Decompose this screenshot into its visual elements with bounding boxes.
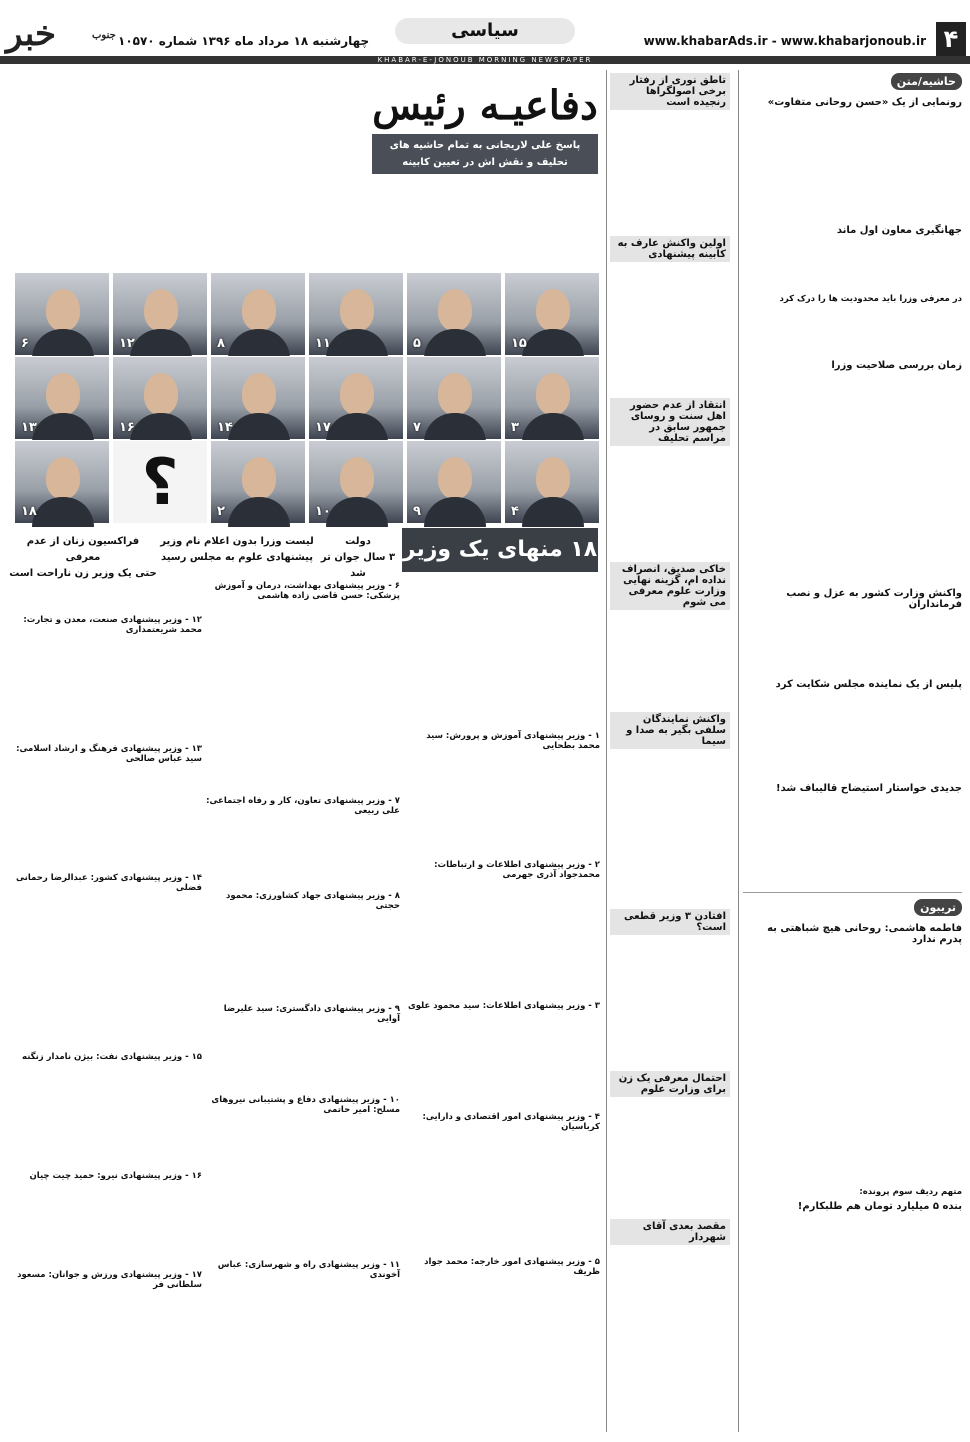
site-urls[interactable]: www.khabarAds.ir - www.khabarjonoub.ir [643, 34, 926, 48]
minister-subhead: ۷ - وزیر پیشنهادی تعاون، کار و رفاه اجتماعی: علی ربیعی [206, 796, 400, 816]
logo-sub: جنوب [92, 30, 116, 41]
body-text [206, 913, 400, 1001]
photo-number: ۱۳ [21, 420, 37, 435]
portrait-suit [326, 413, 388, 443]
body-text [8, 1292, 202, 1388]
article-title: جدیدی خواستار استیضاح قالیباف شد! [776, 783, 962, 794]
lead-headline: دفاعیـه رئیس [372, 82, 598, 129]
photo-caption-main: ۱۸ منهای یک وزیر [402, 528, 598, 572]
portrait-face [46, 289, 80, 331]
portrait-suit [326, 329, 388, 359]
caption-line: حتی یک وزیر زن ناراحت است [9, 568, 157, 579]
body-text [8, 578, 202, 612]
body-text [206, 1026, 400, 1092]
article-title: زمان بررسی صلاحیت وزرا [831, 360, 962, 371]
minister-photo [308, 440, 404, 524]
article-title: پلیس از یک نماینده مجلس شکایت کرد [775, 679, 962, 690]
portrait-face [46, 457, 80, 499]
photo-number: ۱۰ [315, 504, 331, 519]
photo-number: ۱۶ [119, 420, 135, 435]
minister-photo [406, 272, 502, 356]
dateline: چهارشنبه ۱۸ مرداد ماه ۱۳۹۶ شماره ۱۰۵۷۰ [118, 34, 370, 48]
article-body [743, 239, 962, 291]
minister-subhead: ۱۴ - وزیر پیشنهادی کشور: عبدالرضا رحمانی فضلی [16, 873, 202, 893]
body-text [406, 753, 600, 857]
newspaper-logo [6, 14, 116, 54]
body-text [406, 578, 600, 728]
portrait-suit [32, 413, 94, 443]
minister-subhead: ۳ - وزیر پیشنهادی اطلاعات: سید محمود علوی [407, 1001, 600, 1011]
portrait-face [340, 289, 374, 331]
body-column-1 [406, 578, 600, 1432]
right-column [738, 70, 962, 1432]
body-column-2 [206, 578, 400, 1432]
photo-number: ۱۸ [21, 504, 37, 519]
divider [743, 892, 962, 893]
missing-minister-tile [112, 440, 208, 524]
body-column-3 [8, 578, 202, 1432]
body-text [406, 882, 600, 998]
logo-text: خبر [6, 14, 57, 54]
portrait-suit [228, 497, 290, 527]
photo-number: ۱۷ [315, 420, 331, 435]
portrait-face [242, 457, 276, 499]
minister-subhead: ۱۰ - وزیر پیشنهادی دفاع و پشتیبانی نیروهای مسلح: امیر حاتمی [211, 1095, 400, 1115]
page-number: ۴ [936, 22, 966, 56]
news-body [610, 265, 730, 395]
caption-line: فراکسیون زنان از عدم معرفی [26, 536, 140, 563]
article-title: جهانگیری معاون اول ماند [836, 225, 962, 236]
photo-number: ۷ [413, 420, 421, 435]
news-body [610, 613, 730, 709]
photo-caption-a [316, 530, 400, 579]
portrait-suit [424, 497, 486, 527]
news-body [610, 1248, 730, 1348]
news-title: تاطق نوری از رفتار برخی اصولگراها رنجیده است [610, 73, 730, 110]
minister-subhead: ۶ - وزیر پیشنهادی بهداشت، درمان و آموزش پزشکی: حسن قاضی زاده هاشمی [214, 581, 400, 601]
portrait-suit [522, 329, 584, 359]
article-title: بنده ۵ میلیارد تومان هم طلبکارم! [797, 1201, 962, 1212]
minister-subhead: ۱۵ - وزیر پیشنهادی نفت: بیژن نامدار زنگنه [22, 1052, 202, 1062]
body-text [406, 1013, 600, 1109]
minister-photo [406, 356, 502, 440]
article-body [743, 613, 962, 675]
minister-subhead: ۱۱ - وزیر پیشنهادی راه و شهرسازی: عباس آخوندی [217, 1260, 400, 1280]
caption-line: لیست وزرا بدون اعلام نام وزیر [160, 536, 314, 547]
photo-number: ۸ [217, 336, 225, 351]
body-text [206, 1117, 400, 1257]
article-title: فاطمه هاشمی: روحانی هیچ شباهتی به پدرم ندارد [767, 923, 962, 945]
portrait-face [242, 373, 276, 415]
minister-photo [210, 356, 306, 440]
news-body [610, 113, 730, 233]
portrait-suit [228, 413, 290, 443]
minister-photo [406, 440, 502, 524]
portrait-face [438, 457, 472, 499]
portrait-suit [130, 329, 192, 359]
news-body [610, 1100, 730, 1216]
minister-subhead: ۱۶ - وزیر پیشنهادی نیرو: حمید چیت چیان [29, 1171, 202, 1181]
minister-photo [308, 356, 404, 440]
photo-number: ۲ [217, 504, 225, 519]
portrait-face [536, 373, 570, 415]
minister-photo [504, 356, 600, 440]
news-title: واکنش نمایندگان سلفی بگیر به صدا و سیما [610, 712, 730, 749]
portrait-face [144, 373, 178, 415]
portrait-face [340, 457, 374, 499]
portrait-face [46, 373, 80, 415]
body-text [406, 1134, 600, 1254]
portrait-face [340, 373, 374, 415]
minister-photo [14, 272, 110, 356]
portrait-suit [522, 497, 584, 527]
photo-number: ۱۲ [119, 336, 135, 351]
body-text [8, 895, 202, 1049]
article-body [743, 111, 962, 221]
article-kicker: متهم ردیف سوم پرونده: [859, 1187, 962, 1197]
portrait-face [144, 289, 178, 331]
minister-photo [112, 272, 208, 356]
lead-body [8, 70, 600, 270]
minister-photo [112, 356, 208, 440]
article-body [743, 797, 962, 889]
minister-subhead: ۵ - وزیر پیشنهادی امور خارجه: محمد جواد ظریف [424, 1257, 600, 1277]
article-body [743, 693, 962, 779]
margin-box-title: حاشیه/متن [891, 73, 962, 90]
portrait-suit [228, 329, 290, 359]
photo-number: ۴ [511, 504, 519, 519]
portrait-face [536, 457, 570, 499]
minister-photo [14, 356, 110, 440]
portrait-face [242, 289, 276, 331]
caption-line: دولت [345, 536, 371, 547]
portrait-suit [32, 329, 94, 359]
portrait-suit [326, 497, 388, 527]
minister-subhead: ۱ - وزیر پیشنهادی آموزش و پرورش: سید محمد بطحایی [426, 731, 600, 751]
body-text [8, 1064, 202, 1168]
body-text [206, 818, 400, 888]
caption-line: پیشنهادی علوم به مجلس رسید [160, 552, 314, 563]
article-body [743, 306, 962, 356]
news-body [610, 449, 730, 559]
article-body [743, 948, 962, 1184]
news-title: خاکی صدیق، انصراف نداده ام، گزینه نهایی وزارت علوم معرفی می شوم [610, 562, 730, 610]
news-title: مقصد بعدی آقای شهردار [610, 1219, 730, 1245]
minister-subhead: ۱۳ - وزیر پیشنهادی فرهنگ و ارشاد اسلامی: سید عباس صالحی [16, 744, 202, 764]
portrait-suit [130, 413, 192, 443]
photo-number: ۱۱ [315, 336, 331, 351]
photo-number: ۳ [511, 420, 519, 435]
masthead [0, 0, 970, 64]
article-subtitle: در معرفی وزرا باید محدودیت ها را درک کرد [779, 294, 962, 304]
portrait-suit [424, 329, 486, 359]
portrait-suit [32, 497, 94, 527]
minister-photo [308, 272, 404, 356]
section-title: سیاسی [395, 18, 575, 44]
body-text [8, 1183, 202, 1267]
minister-photo [210, 440, 306, 524]
masthead-ribbon: KHABAR-E-JONOUB MORNING NEWSPAPER [0, 56, 970, 64]
photo-number: ۱۴ [217, 420, 233, 435]
portrait-face [536, 289, 570, 331]
caption-line: ۳ سال جوان تر شد [320, 552, 396, 579]
question-mark: ؟ [141, 446, 179, 520]
photo-caption-c [8, 530, 158, 579]
minister-subhead: ۲ - وزیر پیشنهادی اطلاعات و ارتباطات: محمدجواد آذری جهرمی [434, 860, 600, 880]
body-text [406, 1279, 600, 1399]
news-title: افتادن ۳ وزیر قطعی است؟ [610, 909, 730, 935]
minister-subhead: ۱۷ - وزیر پیشنهادی ورزش و جوانان: مسعود سلطانی فر [17, 1270, 202, 1290]
minister-photo [504, 272, 600, 356]
portrait-face [438, 289, 472, 331]
article-title: واکنش وزارت کشور به عزل و نصب فرمانداران [786, 588, 962, 610]
news-title: احتمال معرفی یک زن برای وزارت علوم [610, 1071, 730, 1097]
portrait-suit [522, 413, 584, 443]
news-body [610, 938, 730, 1068]
photo-number: ۶ [21, 336, 29, 351]
photo-number: ۹ [413, 504, 421, 519]
news-body [610, 752, 730, 906]
photo-number: ۱۵ [511, 336, 527, 351]
lead-subhead: پاسخ علی لاریجانی به تمام حاشیه های تحلیف و نقش اش در تعیین کابینه [372, 134, 598, 174]
article-body [743, 1215, 962, 1415]
body-text [8, 637, 202, 741]
minister-subhead: ۸ - وزیر پیشنهادی جهاد کشاورزی: محمود حجتی [226, 891, 400, 911]
cabinet-photo-grid [8, 272, 600, 572]
minister-photo [210, 272, 306, 356]
body-text [8, 766, 202, 870]
news-title: اولین واکنش عارف به کابینه پیشنهادی [610, 236, 730, 262]
minister-photo [14, 440, 110, 524]
article-title: رونمایی از یک «حسن روحانی متفاوت» [767, 97, 962, 108]
photo-caption-b [160, 530, 314, 572]
minister-subhead: ۹ - وزیر پیشنهادی دادگستری: سید علیرضا آوایی [223, 1004, 400, 1024]
portrait-suit [424, 413, 486, 443]
middle-column [606, 70, 730, 1432]
photo-number: ۵ [413, 336, 421, 351]
minister-subhead: ۴ - وزیر پیشنهادی امور اقتصادی و دارایی: کرباسیان [422, 1112, 600, 1132]
body-text [206, 1282, 400, 1442]
article-body [743, 374, 962, 584]
news-title: انتقاد از عدم حضور اهل سنت و روسای جمهور سابق در مراسم تحلیف [610, 398, 730, 446]
tribune-box-title: تریبون [914, 899, 962, 916]
portrait-face [438, 373, 472, 415]
body-text [206, 603, 400, 793]
minister-photo [504, 440, 600, 524]
minister-subhead: ۱۲ - وزیر پیشنهادی صنعت، معدن و تجارت: محمد شریعتمداری [23, 615, 202, 635]
